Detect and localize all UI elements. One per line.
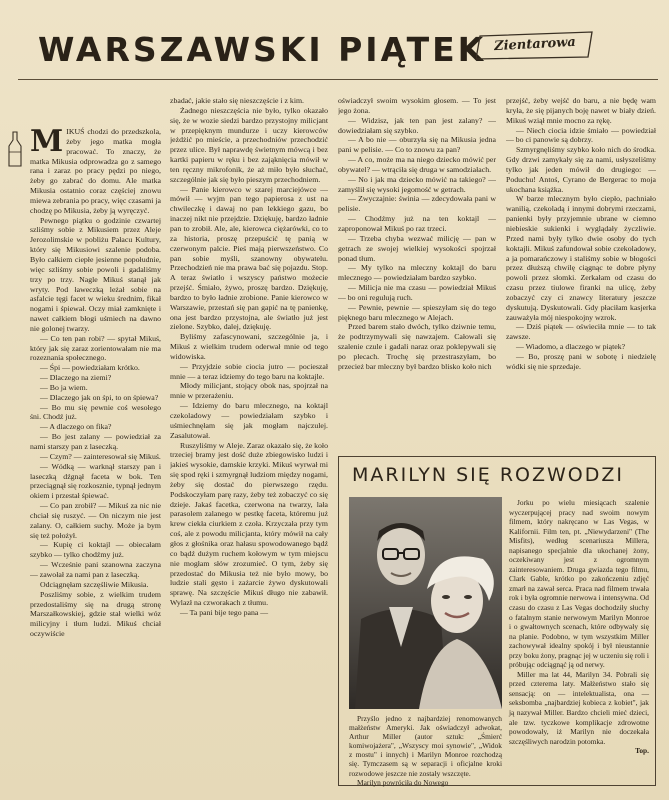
story-paragraph: — Bo mu się pewnie coś wesołego śni. Chodź już.	[30, 402, 161, 422]
story-paragraph: — Trzeba chyba wezwać milicję — pan w getrach ze swojej wielkiej wysokości spojrzał ponad tłum.	[338, 233, 496, 263]
story-paragraph: — Bo ja wiem.	[40, 382, 88, 392]
story-paragraph: Młody milicjant, stojący obok nas, spojrzał na mnie w przerażeniu.	[170, 381, 328, 401]
photo-illustration	[349, 497, 502, 709]
caption-paragraph: Marilyn powróciła do Nowego	[357, 777, 449, 787]
story-paragraph: — Dlaczego jak on śpi, to on śpiewa?	[40, 392, 159, 402]
story-paragraph: — Śpi — powiedziałam krótko.	[40, 363, 140, 373]
story-column-2	[170, 96, 328, 793]
photo-caption	[349, 714, 502, 787]
story-paragraph: Byliśmy zafascynowani, szczególnie ja, i Mikuś z wielkim trudem oderwał mnie od tego widowiska.	[170, 332, 328, 361]
story-paragraph: Ruszyliśmy w Aleje. Zaraz okazało się, że koło trzeciej bramy jest dość duże zbiegowisko ludzi i jakieś wysokie, damskie krzyki. Mikuś wyrwał mi się spod ręki i szmyrgnął ludziom między nogami, żeby się dostać do pierwszego rzędu. Podskoczyłam parę razy, żeby też zobaczyć co się dzieje. Jakaś facetka, czerwona na twarzy, lała parasolem zalanego w pestkę faceta, któremu już krew ciekła ciurkiem z czoła. Krzyczała przy tym coś, ale z powodu milicjanta, który mówił na cały głos z głośnika oraz hałasu spowodowanego bądź co bądź dużym ruchem kołowym w tym miejscu nie mogłam słów zrozumieć. O tym, żeby się przedostać do Mikusia też nie było mowy, bo ludzie stali gęsto i zażarcie żywo dyskutowali sprawę. Na szczęście Mikuś długo nie zabawił. Wylazł na czworakach z tłumu.	[170, 440, 328, 608]
story-paragraph: — Zwyczajnie: świnia — zdecydowała pani w pelisie.	[338, 194, 496, 214]
story-paragraph: — Wcześnie pani szanowna zaczyna — zawołał za nami pan z laseczką.	[30, 560, 161, 579]
story-paragraph: — Panie kierowco w szarej marciejówce — mówił — wyjm pan tego papierosa z ust na chwileczkę i dawaj no pan lekkiego gazu, bo inaczej nikt nie przejdzie. Dziękuję, bardzo ładnie pan to zrobił. Ale, ale, kierowca ciężarówki, co to za historia, proszę przepuścić tę panią w czerwonym palcie. Pieś mają pierwszeństwo. Co pan sobie myśli, szanowny obywatelu. Przechodzień nie ma prawa bać się pojazdu. Stop. A teraz światło i wszyscy państwo możecie przejść. Śmiało, żywo, proszę bardzo. Dziękuję, bardzo to było ładnie zrobione. Panie kierowco w Warszawie, przestań się pan gapić na tę panienkę, ona jest bardzo przystojna, ale światło już jest zielone. Szybko, dalej, dziękuję.	[170, 184, 328, 332]
story-paragraph: — Przyjdzie sobie ciocia jutro — pocieszał mnie — a teraz idziemy do tego baru na koktajle.	[170, 361, 328, 381]
sidebar-article-body	[509, 498, 649, 756]
story-paragraph: — Bo, proszę pani w sobotę i niedzielę wódki się nie sprzedaje.	[506, 351, 656, 371]
story-paragraph: — Pewnie, pewnie — spieszyłam się do tego pięknego baru mlecznego w Alejach.	[338, 302, 496, 322]
story-paragraph: zbadać, jakie stało się nieszczęście i z kim.	[170, 96, 305, 105]
story-column-3	[338, 96, 496, 446]
story-paragraph: — Chodźmy już na ten koktajl — zaproponował Mikuś po raz trzeci.	[338, 214, 496, 233]
story-paragraph: Poszliśmy sobie, z wielkim trudem przedostaliśmy się na drugą stronę Marszałkowskiej, gdzie stał wielki wóz milicyjny i tłum ludzi. Mikuś chciał oczywiście	[30, 589, 161, 639]
sidebar-paragraph: Jorku po wielu miesiącach szalenie wyczerpującej pracy nad swoim nowym filmem, który nakręcano w Las Vegas, w Kalifornii. Film ten, pt. „Niewydarzeni" (The Misfits), według scenariusza Millera, napisanego specjalnie dla ukochanej żony, oczekiwany jest z ogromnym zainteresowaniem. Druga gwiazda tego filmu, Clark Gable, krótko po zakończeniu zdjęć zmarł na zawał serca. Praca nad filmem trwała rok i była ogromnie nerwowa i intensywna. Od czasu do czasu z Las Vegas dochodziły słuchy o fatalnym stanie nerwowym Marilyn Monroe i o gwałtownych scenach, które odbywały się na planie. Podobno, w tym wszystkim Miller zachowywał idealny spokój i był nieustannie przy boku żony, pragnąc jej w uczeniu się roli i próbując odciągnąć ją od nerwy.	[509, 498, 649, 670]
story-column-4	[506, 96, 656, 446]
story-paragraph: W barze mlecznym było ciepło, pachniało wanilią, czekoladą i innymi dobrymi rzeczami, panienki były przyjemnie ubrane w ciemno niebieskie sukienki i wyglądały życzliwie. Przed nami były tylko dwie osoby do tych koktajli. Mikuś zafundował sobie czekoladowy, a ja pomarańczowy i staliśmy sobie w błogości przez dłuższą chwilę ciągnąc te dobre płyny powoli przez słomki. Zerkałam od czasu do czasu przez tiulowe firanki na ulicę, żeby zobaczyć czy ci znawcy literatury jeszcze dyskutują. Dyskutowali. Gdy płaciłam kasjerka zauważyła mój niespokojny wzrok.	[506, 194, 656, 322]
sidebar-paragraph: Miller ma lat 44, Marilyn 34. Pobrali się przed czterema laty. Małżeństwo stało się sensacją: on — intelektualista, ona — seksbomba „najbardziej kobieca z kobiet", jak ją nazywał Miller. Bardzo chcieli mieć dzieci, ale tzw. tyczkowe komplikacje zdrowotne powodowały, iż Marilyn nie doczekała szczęśliwych narodzin potomka.	[509, 669, 649, 746]
story-paragraph: Odciągnęłam szczęśliwie Mikusia.	[40, 579, 149, 589]
bottle-icon	[6, 130, 24, 170]
story-paragraph: — Kupię ci koktajl — obiecałam szybko — tylko chodźmy już.	[30, 540, 161, 560]
story-paragraph: Pewnego piątku o godzinie czwartej szliśmy sobie z Mikusiem przez Aleje Jerozolimskie w pobliżu Pałacu Kultury, który się Mikusiowi szalenie podoba. Było całkiem ciepłe jesienne popołudnie, więc szliśmy sobie powoli i gadaliśmy trzy po trzy. Nagle Mikuś stanął jak wryty. Pod ławeczką leżał sobie na asfalcie tęgi facet w wieku średnim, fikał nogami i śpiewał. Oczy miał zamknięte i nawet całkiem błogi uśmiech na dawno nie golonej twarzy.	[30, 215, 161, 333]
story-paragraph: — Widzisz, jak ten pan jest zalany? — dowiedziałam się szybko.	[338, 115, 496, 135]
story-text: IKUŚ chodzi do przedszkola, żeby jego matka mogła pracować. To znaczy, że matka Mikusia odprowadza go z samego rana i zaraz po pracy pędzi po niego, żeby go zabrać do domu. Ale matka Mikusia ostatnio coraz częściej znowu miewa zebrania po pracy, więc czasami ja chodzę po Mikusia, żeby ją wyręczyć.	[30, 127, 161, 215]
story-paragraph: przejść, żeby wejść do baru, a nie będę wam kryła, że się pijanych boję nawet w biały dzień. Mikuś wziął mnie mocno za rękę.	[506, 96, 656, 125]
story-paragraph: — Wódką — warknął starszy pan i laseczką dźgnął faceta w bok. Ten przeciągnął się rozkosznie, typnął jednym okiem i przestał śpiewać.	[30, 461, 161, 501]
story-paragraph: — A dlaczego on fika?	[40, 422, 112, 432]
page-title: WARSZAWSKI PIĄTEK	[38, 30, 487, 69]
story-paragraph: — My tylko na mleczny koktajl do baru mlecznego — powiedziałam bardzo szybko.	[338, 263, 496, 283]
story-paragraph: — A bo nie — oburzyła się na Mikusia jedna pani w pelisie. — Co to znowu za pan?	[338, 135, 496, 155]
story-paragraph: — Co pan zrobił? — Mikuś za nic nie chciał się ruszyć. — On niczym nie jest zalany. O, całkiem suchy. Może ja bym się też położył.	[30, 501, 161, 540]
story-paragraph: — A co, może ma na niego dziecko mówić per obywatel? — wtrąciła się druga w samodziałach.	[338, 155, 496, 174]
sidebar-article-title: MARILYN SIĘ ROZWODZI	[352, 464, 624, 486]
story-paragraph: — Wiadomo, a dlaczego w piątek?	[516, 342, 626, 352]
story-paragraph: — Idziemy do baru mlecznego, na koktajl czekoladowy — powiedziałam szybko i uśmiechnęłam się jak mogłam najczulej. Zasalutował.	[170, 401, 328, 440]
story-paragraph	[30, 127, 161, 216]
story-paragraph: — Czym? — zainteresował się Mikuś.	[40, 451, 161, 461]
drop-cap: M	[30, 127, 64, 159]
story-paragraph: — No i jak ma dziecko mówić na takiego? — zamyślił się wysoki jegomość w getrach.	[338, 174, 496, 194]
title-rule	[18, 79, 658, 80]
story-paragraph: — Co ten pan robi? — spytał Mikuś, który jak się zaraz zorientowałam nie ma rozeznania społecznego.	[30, 333, 161, 363]
couple-photo	[349, 497, 502, 709]
author-name: Zientarowa	[493, 34, 577, 55]
story-paragraph: Szmyrgnęliśmy szybko koło nich do środka. Gdy drzwi zamykały się za nami, usłyszeliśmy tylko jak jeden mówił do drugiego: — Poduchu! Antoś, Cyrano de Bergerac to moja ukochana książka.	[506, 145, 656, 194]
author-byline	[476, 30, 594, 60]
story-paragraph: — Niech ciocia idzie śmiało — powiedział — bo ci panowie są dobrzy.	[506, 125, 656, 145]
story-paragraph: — Dlaczego na ziemi?	[40, 373, 112, 383]
caption-paragraph: Przyślo jedno z najbardziej renomowanych małżeństw Ameryki. Jak oświadczył adwokat, Arthur Miller (autor sztuk: „Śmierć komiwojażera", „Wszyscy moi synowie", „Widok z mostu" i innych) i Marilyn Monroe rozchodzą się. Tymczasem są w separacji i oficjalne kroki rozwodowe jeszcze nie zostały wszczęte.	[349, 714, 502, 778]
story-paragraph: oświadczył swoim wysokim głosem. — To jest jego żona.	[338, 96, 496, 115]
story-paragraph: Przed barem stało dwóch, tylko dziwnie temu, że podtrzymywali się nawzajem. Całowali się szalenie czule i gadali naraz oraz poklepywali się po plecach. Trochę się przestraszyłam, bo przecież bar mleczny był bardzo blisko koło nich	[338, 322, 496, 371]
story-paragraph: — Bo jest zalany — powiedział za nami starszy pan z laseczką.	[30, 432, 161, 451]
sidebar-signature: Top.	[635, 746, 649, 756]
story-paragraph: Żadnego nieszczęścia nie było, tylko okazało się, że w wozie siedzi bardzo przystojny milicjant w przepięknym mundurze i uczy kierowców jeżdżić po mieście, a przechodniów przechodzić przez ulice. Był naprawdę świetnym mówcą i bez kartki papieru w ręku i bez zająknięcia mówił w ten ręczny mikrofonik, że aż miło było słuchać, szczególnie jak się było pieszym przechodniem.	[170, 105, 328, 184]
story-paragraph: — Milicja nie ma czasu — powiedział Mikuś — bo oni regulują ruch.	[338, 283, 496, 302]
story-column-1	[30, 127, 161, 793]
story-paragraph: — Dziś piątek — oświeciła mnie — to tak zawsze.	[506, 322, 656, 342]
story-paragraph: — Ta pani bije tego pana —	[180, 607, 269, 617]
